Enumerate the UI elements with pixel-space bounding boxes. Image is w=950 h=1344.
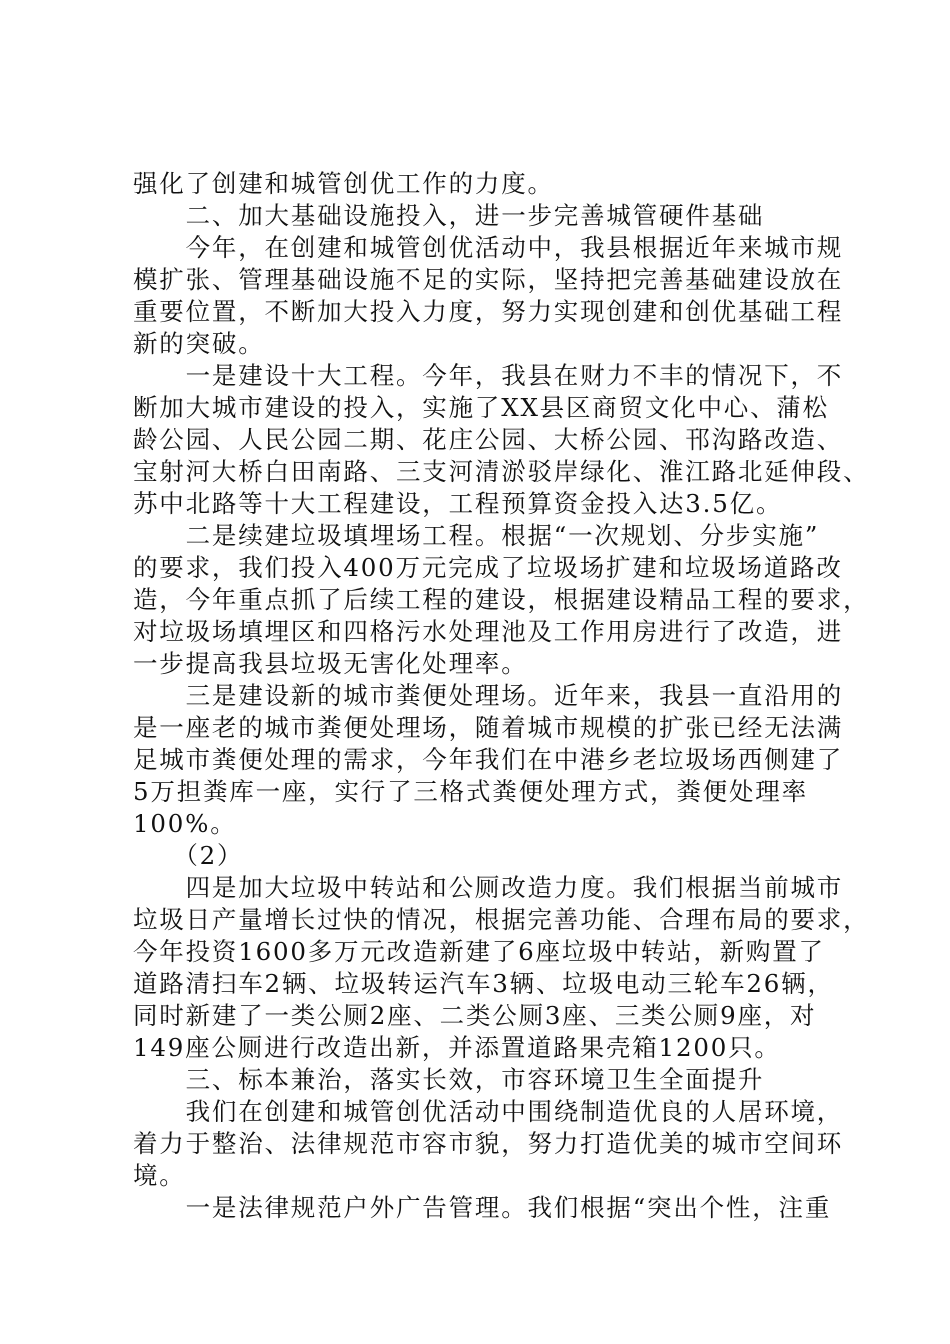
text-line: 足城市粪便处理的需求，今年我们在中港乡老垃圾场西侧建了 xyxy=(133,745,844,774)
text-line: 对垃圾场填埋区和四格污水处理池及工作用房进行了改造，进 xyxy=(133,617,844,646)
text-line: 着力于整治、法律规范市容市貌，努力打造优美的城市空间环 xyxy=(133,1129,844,1158)
text-line: 道路清扫车2辆、垃圾转运汽车3辆、垃圾电动三轮车26辆， xyxy=(133,969,834,998)
text-line: 今年投资1600多万元改造新建了6座垃圾中转站，新购置了 xyxy=(133,937,825,966)
body-text xyxy=(133,168,870,1224)
text-line: 断加大城市建设的投入，实施了XX县区商贸文化中心、蒲松 xyxy=(133,393,829,422)
text-line: 100%。 xyxy=(133,809,237,838)
text-line: 三是建设新的城市粪便处理场。近年来，我县一直沿用的 xyxy=(133,681,844,710)
section-heading: 三、标本兼治，落实长效，市容环境卫生全面提升 xyxy=(133,1065,765,1094)
text-line: 新的突破。 xyxy=(133,329,265,358)
text-line: 垃圾日产量增长过快的情况，根据完善功能、合理布局的要求， xyxy=(133,905,870,934)
text-line: 一步提高我县垃圾无害化处理率。 xyxy=(133,649,528,678)
text-line: 149座公厕进行改造出新，并添置道路果壳箱1200只。 xyxy=(133,1033,781,1062)
text-line: 四是加大垃圾中转站和公厕改造力度。我们根据当前城市 xyxy=(133,873,844,902)
text-line: 5万担粪库一座，实行了三格式粪便处理方式，粪便处理率 xyxy=(133,777,808,806)
text-line: 我们在创建和城管创优活动中围绕制造优良的人居环境， xyxy=(133,1097,844,1126)
text-line: 宝射河大桥白田南路、三支河清淤驳岸绿化、淮江路北延伸段、 xyxy=(133,457,870,486)
text-line: 是一座老的城市粪便处理场，随着城市规模的扩张已经无法满 xyxy=(133,713,844,742)
text-line: 重要位置，不断加大投入力度，努力实现创建和创优基础工程 xyxy=(133,297,844,326)
text-line: 龄公园、人民公园二期、花庄公园、大桥公园、邗沟路改造、 xyxy=(133,425,844,454)
text-line: 造，今年重点抓了后续工程的建设，根据建设精品工程的要求， xyxy=(133,585,870,614)
text-line: 今年，在创建和城管创优活动中，我县根据近年来城市规 xyxy=(133,233,844,262)
text-line: 模扩张、管理基础设施不足的实际，坚持把完善基础建设放在 xyxy=(133,265,844,294)
text-line: 一是建设十大工程。今年，我县在财力不丰的情况下，不 xyxy=(133,361,844,390)
text-line: 的要求，我们投入400万元完成了垃圾场扩建和垃圾场道路改 xyxy=(133,553,843,582)
text-line: 强化了创建和城管创优工作的力度。 xyxy=(133,169,554,198)
section-heading: 二、加大基础设施投入，进一步完善城管硬件基础 xyxy=(133,201,765,230)
page-marker: （2） xyxy=(133,841,244,870)
text-line: 一是法律规范户外广告管理。我们根据“突出个性，注重 xyxy=(133,1193,832,1222)
text-line: 同时新建了一类公厕2座、二类公厕3座、三类公厕9座，对 xyxy=(133,1001,817,1030)
text-line: 境。 xyxy=(133,1161,186,1190)
text-line: 苏中北路等十大工程建设，工程预算资金投入达3.5亿。 xyxy=(133,489,783,518)
text-line: 二是续建垃圾填埋场工程。根据“一次规划、分步实施” xyxy=(133,521,820,550)
